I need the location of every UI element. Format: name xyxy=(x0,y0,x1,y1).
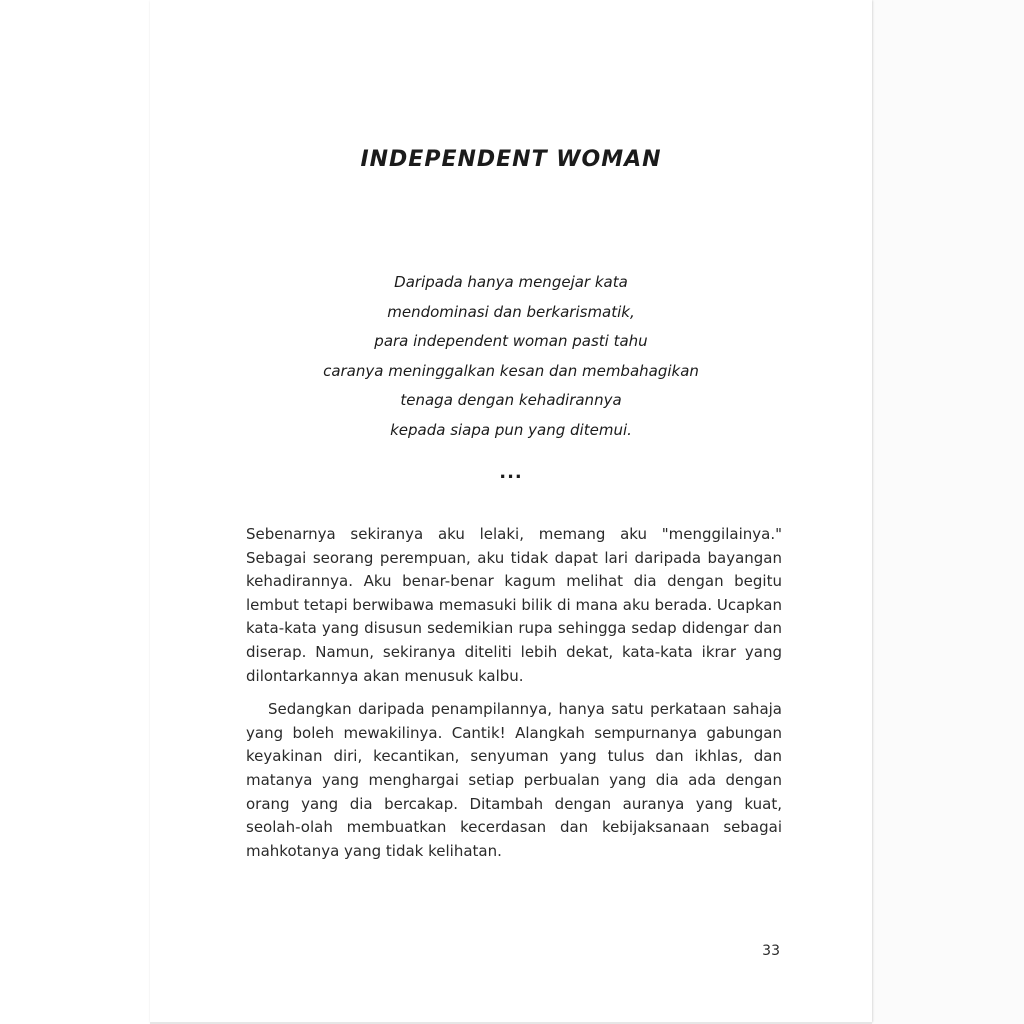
quote-line: tenaga dengan kehadirannya xyxy=(400,391,622,409)
quote-line: mendominasi dan berkarismatik, xyxy=(387,302,635,321)
paragraph: Sebenarnya sekiranya aku lelaki, memang aku "menggilainya." Sebagai seorang perempuan, aku tidak dapat lari daripada bayangan kehadirannya. Aku benar-benar kagum melihat dia dengan begitu lembut tetapi berwibawa memasuki bilik di mana aku berada. Ucapkan kata-kata yang disusun sedemikian rupa sehingga sedap didengar dan diserap. Namun, sekiranya diteliti lebih dekat, kata-kata ikrar yang dilontarkannya akan menusuk kalbu. xyxy=(246,525,782,685)
page-edge xyxy=(872,0,1024,1024)
quote-line: kepada siapa pun yang ditemui. xyxy=(390,420,632,439)
paragraph: Sedangkan daripada penampilannya, hanya satu perkataan sahaja yang boleh mewakilinya. Cantik! Alangkah sempurnanya gabungan keyakinan diri, kecantikan, senyuman yang tulus dan ikhlas, dan matanya yang menghargai setiap perbualan yang dia ada dengan orang yang dia bercakap. Ditambah dengan auranya yang kuat, seolah-olah membuatkan kecerdasan dan kebijaksanaan sebagai mahkotanya yang tidak kelihatan. xyxy=(246,700,782,860)
page-number: 33 xyxy=(762,943,780,959)
quote-line: Daripada hanya mengejar kata xyxy=(394,273,628,291)
chapter-title: INDEPENDENT WOMAN xyxy=(360,147,662,172)
quote-line: caranya meninggalkan kesan dan membahagikan xyxy=(323,361,699,380)
quote-line: para independent woman pasti tahu xyxy=(374,332,648,350)
section-separator: ... xyxy=(499,462,523,483)
epigraph-quote xyxy=(150,268,872,445)
body-text xyxy=(246,523,782,863)
